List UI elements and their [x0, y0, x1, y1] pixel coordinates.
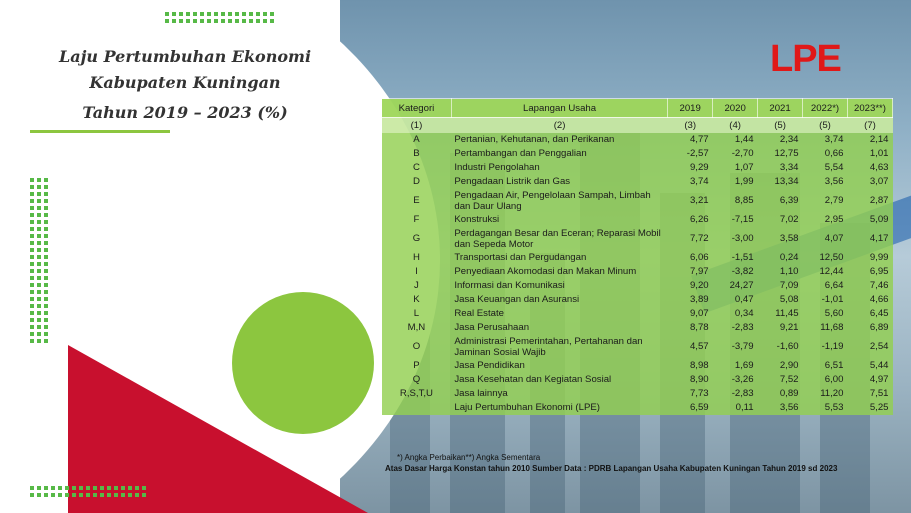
numbering-row: [382, 118, 893, 133]
value-cell: 12,75: [758, 147, 803, 161]
value-cell: 24,27: [713, 279, 758, 293]
value-cell: 3,74: [668, 175, 713, 189]
kategori-cell: E: [382, 189, 452, 213]
kategori-cell: C: [382, 161, 452, 175]
value-cell: 6,95: [847, 265, 892, 279]
value-cell: 3,34: [758, 161, 803, 175]
value-cell: 1,10: [758, 265, 803, 279]
value-cell: 8,85: [713, 189, 758, 213]
value-cell: 6,06: [668, 251, 713, 265]
value-cell: -3,00: [713, 227, 758, 251]
value-cell: 6,26: [668, 213, 713, 227]
value-cell: 6,89: [847, 321, 892, 335]
kategori-cell: K: [382, 293, 452, 307]
kategori-cell: I: [382, 265, 452, 279]
value-cell: 1,01: [847, 147, 892, 161]
value-cell: 0,47: [713, 293, 758, 307]
table-row: [382, 279, 893, 293]
value-cell: 2,79: [803, 189, 848, 213]
kategori-cell: G: [382, 227, 452, 251]
value-cell: -1,01: [803, 293, 848, 307]
value-cell: -2,70: [713, 147, 758, 161]
table-row: [382, 307, 893, 321]
total-value-cell: 3,56: [758, 401, 803, 415]
lpe-badge: LPE: [770, 38, 841, 80]
value-cell: 4,77: [668, 133, 713, 147]
value-cell: 0,24: [758, 251, 803, 265]
value-cell: 6,39: [758, 189, 803, 213]
value-cell: 11,68: [803, 321, 848, 335]
kategori-cell: B: [382, 147, 452, 161]
value-cell: -2,57: [668, 147, 713, 161]
value-cell: 4,63: [847, 161, 892, 175]
table-row: [382, 265, 893, 279]
value-cell: 7,02: [758, 213, 803, 227]
value-cell: 2,14: [847, 133, 892, 147]
title-line-1: Laju Pertumbuhan Ekonomi: [58, 47, 312, 66]
lapangan-usaha-cell: Jasa lainnya: [451, 387, 667, 401]
lapangan-usaha-cell: Konstruksi: [451, 213, 667, 227]
value-cell: 8,78: [668, 321, 713, 335]
slide-title: [40, 44, 330, 126]
header-2022: 2022*): [803, 99, 848, 118]
total-kategori-cell: [382, 401, 452, 415]
table-header-row: [382, 99, 893, 118]
value-cell: 7,52: [758, 373, 803, 387]
value-cell: 1,99: [713, 175, 758, 189]
value-cell: 8,98: [668, 359, 713, 373]
total-value-cell: 5,25: [847, 401, 892, 415]
value-cell: 8,90: [668, 373, 713, 387]
value-cell: 3,58: [758, 227, 803, 251]
header-kategori: Kategori: [382, 99, 452, 118]
lapangan-usaha-cell: Informasi dan Komunikasi: [451, 279, 667, 293]
value-cell: 2,54: [847, 335, 892, 359]
value-cell: 4,17: [847, 227, 892, 251]
table-row: [382, 373, 893, 387]
header-lapangan-usaha: Lapangan Usaha: [451, 99, 667, 118]
value-cell: -7,15: [713, 213, 758, 227]
lapangan-usaha-cell: Perdagangan Besar dan Eceran; Reparasi Mobil dan Sepeda Motor: [451, 227, 667, 251]
dot-pattern-left: [30, 178, 48, 343]
number-cell: (7): [847, 118, 892, 133]
value-cell: 7,46: [847, 279, 892, 293]
value-cell: 7,97: [668, 265, 713, 279]
kategori-cell: P: [382, 359, 452, 373]
total-value-cell: 5,53: [803, 401, 848, 415]
kategori-cell: J: [382, 279, 452, 293]
value-cell: -3,82: [713, 265, 758, 279]
table-row: [382, 321, 893, 335]
value-cell: 3,56: [803, 175, 848, 189]
number-cell: (4): [713, 118, 758, 133]
table-row: [382, 189, 893, 213]
value-cell: 0,34: [713, 307, 758, 321]
lapangan-usaha-cell: Pertambangan dan Penggalian: [451, 147, 667, 161]
value-cell: 12,44: [803, 265, 848, 279]
lapangan-usaha-cell: Jasa Keuangan dan Asuransi: [451, 293, 667, 307]
note-source: Atas Dasar Harga Konstan tahun 2010 Sumber Data : PDRB Lapangan Usaha Kabupaten Kuningan Tahun 2019 sd 2023: [385, 464, 838, 473]
lapangan-usaha-cell: Jasa Perusahaan: [451, 321, 667, 335]
value-cell: -1,19: [803, 335, 848, 359]
table-row: [382, 213, 893, 227]
value-cell: 5,44: [847, 359, 892, 373]
value-cell: -2,83: [713, 387, 758, 401]
kategori-cell: Q: [382, 373, 452, 387]
value-cell: 5,08: [758, 293, 803, 307]
green-circle-decoration: [232, 292, 374, 434]
value-cell: 7,72: [668, 227, 713, 251]
table-row: [382, 359, 893, 373]
value-cell: 0,66: [803, 147, 848, 161]
value-cell: 1,07: [713, 161, 758, 175]
value-cell: 1,69: [713, 359, 758, 373]
total-row: [382, 401, 893, 415]
value-cell: 3,21: [668, 189, 713, 213]
title-line-2: Kabupaten Kuningan: [89, 73, 281, 92]
dot-pattern-top: [165, 12, 274, 23]
value-cell: 9,07: [668, 307, 713, 321]
value-cell: 4,97: [847, 373, 892, 387]
lapangan-usaha-cell: Jasa Pendidikan: [451, 359, 667, 373]
value-cell: 7,09: [758, 279, 803, 293]
lapangan-usaha-cell: Pertanian, Kehutanan, dan Perikanan: [451, 133, 667, 147]
value-cell: 7,73: [668, 387, 713, 401]
value-cell: 3,74: [803, 133, 848, 147]
table-row: [382, 335, 893, 359]
lapangan-usaha-cell: Industri Pengolahan: [451, 161, 667, 175]
kategori-cell: O: [382, 335, 452, 359]
value-cell: 4,07: [803, 227, 848, 251]
value-cell: 11,20: [803, 387, 848, 401]
title-underline: [30, 130, 170, 133]
value-cell: 4,57: [668, 335, 713, 359]
lapangan-usaha-cell: Pengadaan Air, Pengelolaan Sampah, Limbah dan Daur Ulang: [451, 189, 667, 213]
table-row: [382, 227, 893, 251]
header-2019: 2019: [668, 99, 713, 118]
number-cell: (5): [803, 118, 848, 133]
value-cell: -2,83: [713, 321, 758, 335]
value-cell: 12,50: [803, 251, 848, 265]
value-cell: 5,60: [803, 307, 848, 321]
kategori-cell: L: [382, 307, 452, 321]
kategori-cell: D: [382, 175, 452, 189]
value-cell: 2,95: [803, 213, 848, 227]
number-cell: (5): [758, 118, 803, 133]
table-row: [382, 175, 893, 189]
growth-rate-table: [381, 98, 893, 415]
value-cell: 9,99: [847, 251, 892, 265]
total-value-cell: 0,11: [713, 401, 758, 415]
value-cell: 9,29: [668, 161, 713, 175]
number-cell: (2): [451, 118, 667, 133]
value-cell: 6,64: [803, 279, 848, 293]
value-cell: 5,54: [803, 161, 848, 175]
value-cell: -1,51: [713, 251, 758, 265]
table-row: [382, 161, 893, 175]
value-cell: -1,60: [758, 335, 803, 359]
value-cell: 3,07: [847, 175, 892, 189]
value-cell: 9,21: [758, 321, 803, 335]
header-2021: 2021: [758, 99, 803, 118]
value-cell: 3,89: [668, 293, 713, 307]
title-line-3: Tahun 2019 – 2023 (%): [82, 103, 288, 122]
total-value-cell: 6,59: [668, 401, 713, 415]
table-row: [382, 293, 893, 307]
header-2020: 2020: [713, 99, 758, 118]
value-cell: 2,90: [758, 359, 803, 373]
kategori-cell: R,S,T,U: [382, 387, 452, 401]
kategori-cell: M,N: [382, 321, 452, 335]
header-2023: 2023**): [847, 99, 892, 118]
value-cell: 6,45: [847, 307, 892, 321]
value-cell: 1,44: [713, 133, 758, 147]
total-label-cell: Laju Pertumbuhan Ekonomi (LPE): [451, 401, 667, 415]
value-cell: 6,00: [803, 373, 848, 387]
value-cell: -3,26: [713, 373, 758, 387]
value-cell: 7,51: [847, 387, 892, 401]
lapangan-usaha-cell: Administrasi Pemerintahan, Pertahanan dan Jaminan Sosial Wajib: [451, 335, 667, 359]
kategori-cell: F: [382, 213, 452, 227]
value-cell: 6,51: [803, 359, 848, 373]
value-cell: 2,34: [758, 133, 803, 147]
value-cell: 13,34: [758, 175, 803, 189]
table-row: [382, 133, 893, 147]
note-preliminary: *) Angka Perbaikan**) Angka Sementara: [397, 453, 541, 462]
table-notes: [385, 452, 905, 474]
lapangan-usaha-cell: Transportasi dan Pergudangan: [451, 251, 667, 265]
number-cell: (3): [668, 118, 713, 133]
dot-pattern-bottom: [30, 486, 146, 497]
kategori-cell: H: [382, 251, 452, 265]
lapangan-usaha-cell: Penyediaan Akomodasi dan Makan Minum: [451, 265, 667, 279]
value-cell: 11,45: [758, 307, 803, 321]
value-cell: -3,79: [713, 335, 758, 359]
number-cell: (1): [382, 118, 452, 133]
table-row: [382, 147, 893, 161]
value-cell: 2,87: [847, 189, 892, 213]
lapangan-usaha-cell: Jasa Kesehatan dan Kegiatan Sosial: [451, 373, 667, 387]
value-cell: 9,20: [668, 279, 713, 293]
table-row: [382, 251, 893, 265]
lapangan-usaha-cell: Pengadaan Listrik dan Gas: [451, 175, 667, 189]
table-row: [382, 387, 893, 401]
kategori-cell: A: [382, 133, 452, 147]
lapangan-usaha-cell: Real Estate: [451, 307, 667, 321]
value-cell: 5,09: [847, 213, 892, 227]
value-cell: 4,66: [847, 293, 892, 307]
value-cell: 0,89: [758, 387, 803, 401]
